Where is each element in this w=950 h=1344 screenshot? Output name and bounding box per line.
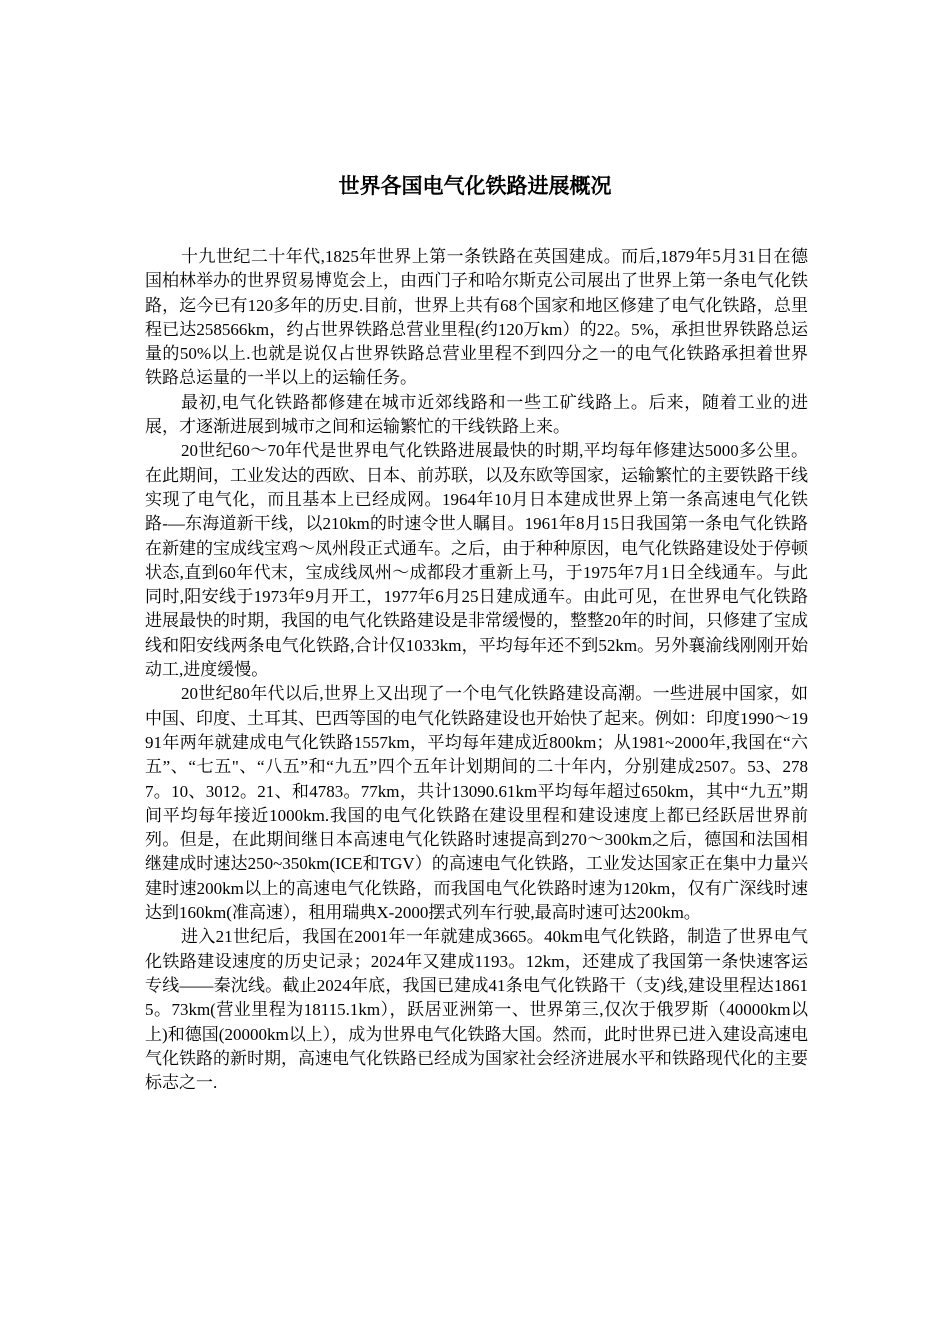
document-title: 世界各国电气化铁路进展概况 [338, 174, 612, 198]
paragraph-history: 十九世纪二十年代,1825年世界上第一条铁路在英国建成。而后,1879年5月31日在德国柏林举办的世界贸易博览会上，由西门子和哈尔斯克公司展出了世界上第一条电气化铁路，迄今已有120多年的历史.目前，世界上共有68个国家和地区修建了电气化铁路，总里程已达258566km，约占世界铁路总营业里程(约120万km）的22。5%，承担世界铁路总运量的50%以上.也就是说仅占世界铁路总营业里程不到四分之一的电气化铁路承担着世界铁路总运量的一半以上的运输任务。 [145, 247, 808, 388]
paragraph-1980s-onward: 20世纪80年代以后,世界上又出现了一个电气化铁路建设高潮。一些进展中国家，如中国、印度、土耳其、巴西等国的电气化铁路建设也开始快了起来。例如：印度1990～1991年两年就建成电气化铁路1557km，平均每年建成近800km；从1981~2000年,我国在“六五”、“七五"、“八五”和“九五”四个五年计划期间的二十年内，分别建成2507。53、2787。10、3012。21、和4783。77km，共计13090.61km平均每年超过650km，其中“九五”期间平均每年接近1000km.我国的电气化铁路在建设里程和建设速度上都已经跃居世界前列。但是，在此期间继日本高速电气化铁路时速提高到270～300km之后，德国和法国相继建成时速达250~350km(ICE和TGV）的高速电气化铁路，工业发达国家正在集中力量兴建时速200km以上的高速电气化铁路，而我国电气化铁路时速为120km，仅有广深线时速达到160km(准高速），租用瑞典X-2000摆式列车行驶,最高时速可达200km。 [145, 684, 808, 923]
paragraph-1960s-1970s: 20世纪60～70年代是世界电气化铁路进展最快的时期,平均每年修建达5000多公里。在此期间，工业发达的西欧、日本、前苏联，以及东欧等国家，运输繁忙的主要铁路干线实现了电气化，而且基本上已经成网。1964年10月日本建成世界上第一条高速电气化铁路-—东海道新干线，以210km的时速令世人瞩目。1961年8月15日我国第一条电气化铁路在新建的宝成线宝鸡～凤州段正式通车。之后，由于种种原因，电气化铁路建设处于停顿状态,直到60年代末，宝成线凤州～成都段才重新上马，于1975年7月1日全线通车。与此同时,阳安线于1973年9月开工，1977年6月25日建成通车。由此可见，在世界电气化铁路进展最快的时期，我国的电气化铁路建设是非常缓慢的，整整20年的时间，只修建了宝成线和阳安线两条电气化铁路,合计仅1033km，平均每年还不到52km。另外襄渝线刚刚开始动工,进度缓慢。 [145, 441, 808, 680]
paragraph-early-lines: 最初,电气化铁路都修建在城市近郊线路和一些工矿线路上。后来，随着工业的进展，才逐渐进展到城市之间和运输繁忙的干线铁路上来。 [145, 392, 808, 437]
paragraph-21st-century: 进入21世纪后，我国在2001年一年就建成3665。40km电气化铁路，制造了世界电气化铁路建设速度的历史记录；2024年又建成1193。12km，还建成了我国第一条快速客运专线——秦沈线。截止2024年底，我国已建成41条电气化铁路干（支)线,建设里程达18615。73km(营业里程为18115.1km），跃居亚洲第一、世界第三,仅次于俄罗斯（40000km以上)和德国(20000km以上），成为世界电气化铁路大国。然而，此时世界已进入建设高速电气化铁路的新时期，高速电气化铁路已经成为国家社会经济进展水平和铁路现代化的主要标志之一. [145, 927, 808, 1093]
document-body [145, 245, 808, 1095]
